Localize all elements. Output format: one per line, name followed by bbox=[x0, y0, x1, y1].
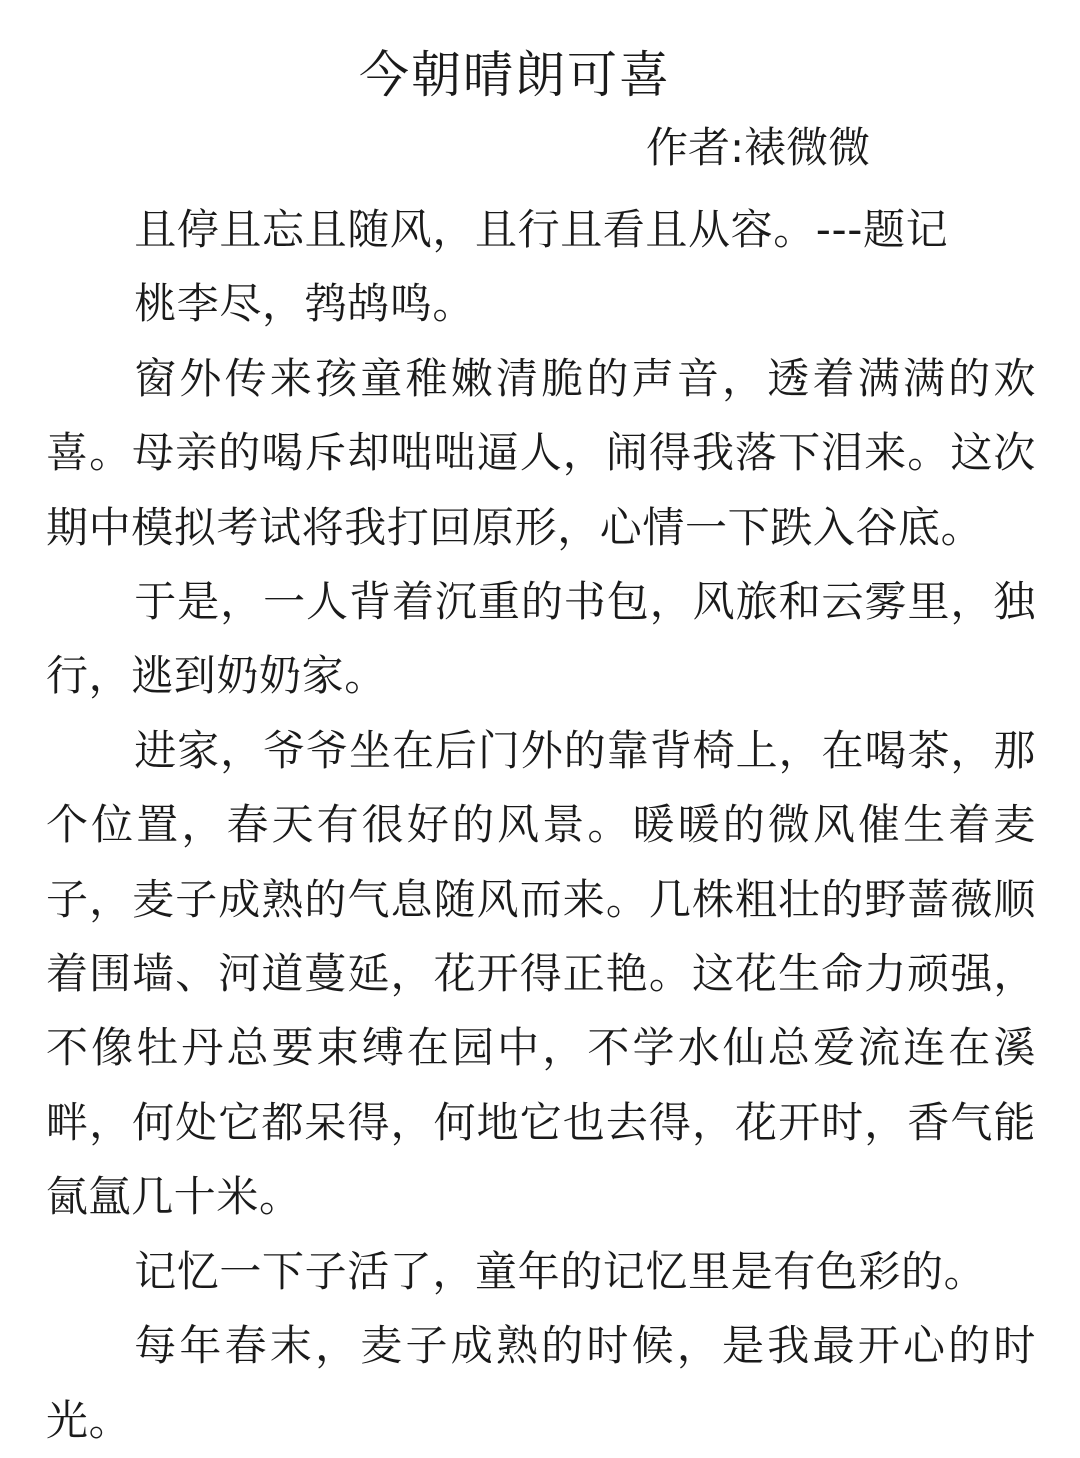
article-body bbox=[46, 193, 1036, 1458]
paragraph: 桃李尽，鹁鸪鸣。 bbox=[134, 279, 475, 329]
paragraph: 于是，一人背着沉重的书包，风旅和云雾里，独行，逃到奶奶家。 bbox=[46, 577, 1036, 701]
paragraph: 窗外传来孩童稚嫩清脆的声音，透着满满的欢喜。母亲的喝斥却咄咄逼人，闹得我落下泪来。这次期中模拟考试将我打回原形，心情一下跌入谷底。 bbox=[46, 353, 1036, 552]
article-title: 今朝晴朗可喜 bbox=[359, 46, 671, 104]
paragraph: 进家，爷爷坐在后门外的靠背椅上，在喝茶，那个位置，春天有很好的风景。暖暖的微风催生着麦子，麦子成熟的气息随风而来。几株粗壮的野蔷薇顺着围墙、河道蔓延，花开得正艳。这花生命力顽强，不像牡丹总要束缚在园中，不学水仙总爱流连在溪畔，何处它都呆得，何地它也去得，花开时，香气能氤氲几十米。 bbox=[46, 725, 1036, 1222]
paragraph: 每年春末，麦子成熟的时候，是我最开心的时光。 bbox=[46, 1321, 1036, 1445]
paragraph: 且停且忘且随风，且行且看且从容。---题记 bbox=[134, 205, 949, 254]
paragraph: 记忆一下子活了，童年的记忆里是有色彩的。 bbox=[134, 1246, 987, 1296]
article-author: 作者:裱微微 bbox=[646, 123, 871, 172]
